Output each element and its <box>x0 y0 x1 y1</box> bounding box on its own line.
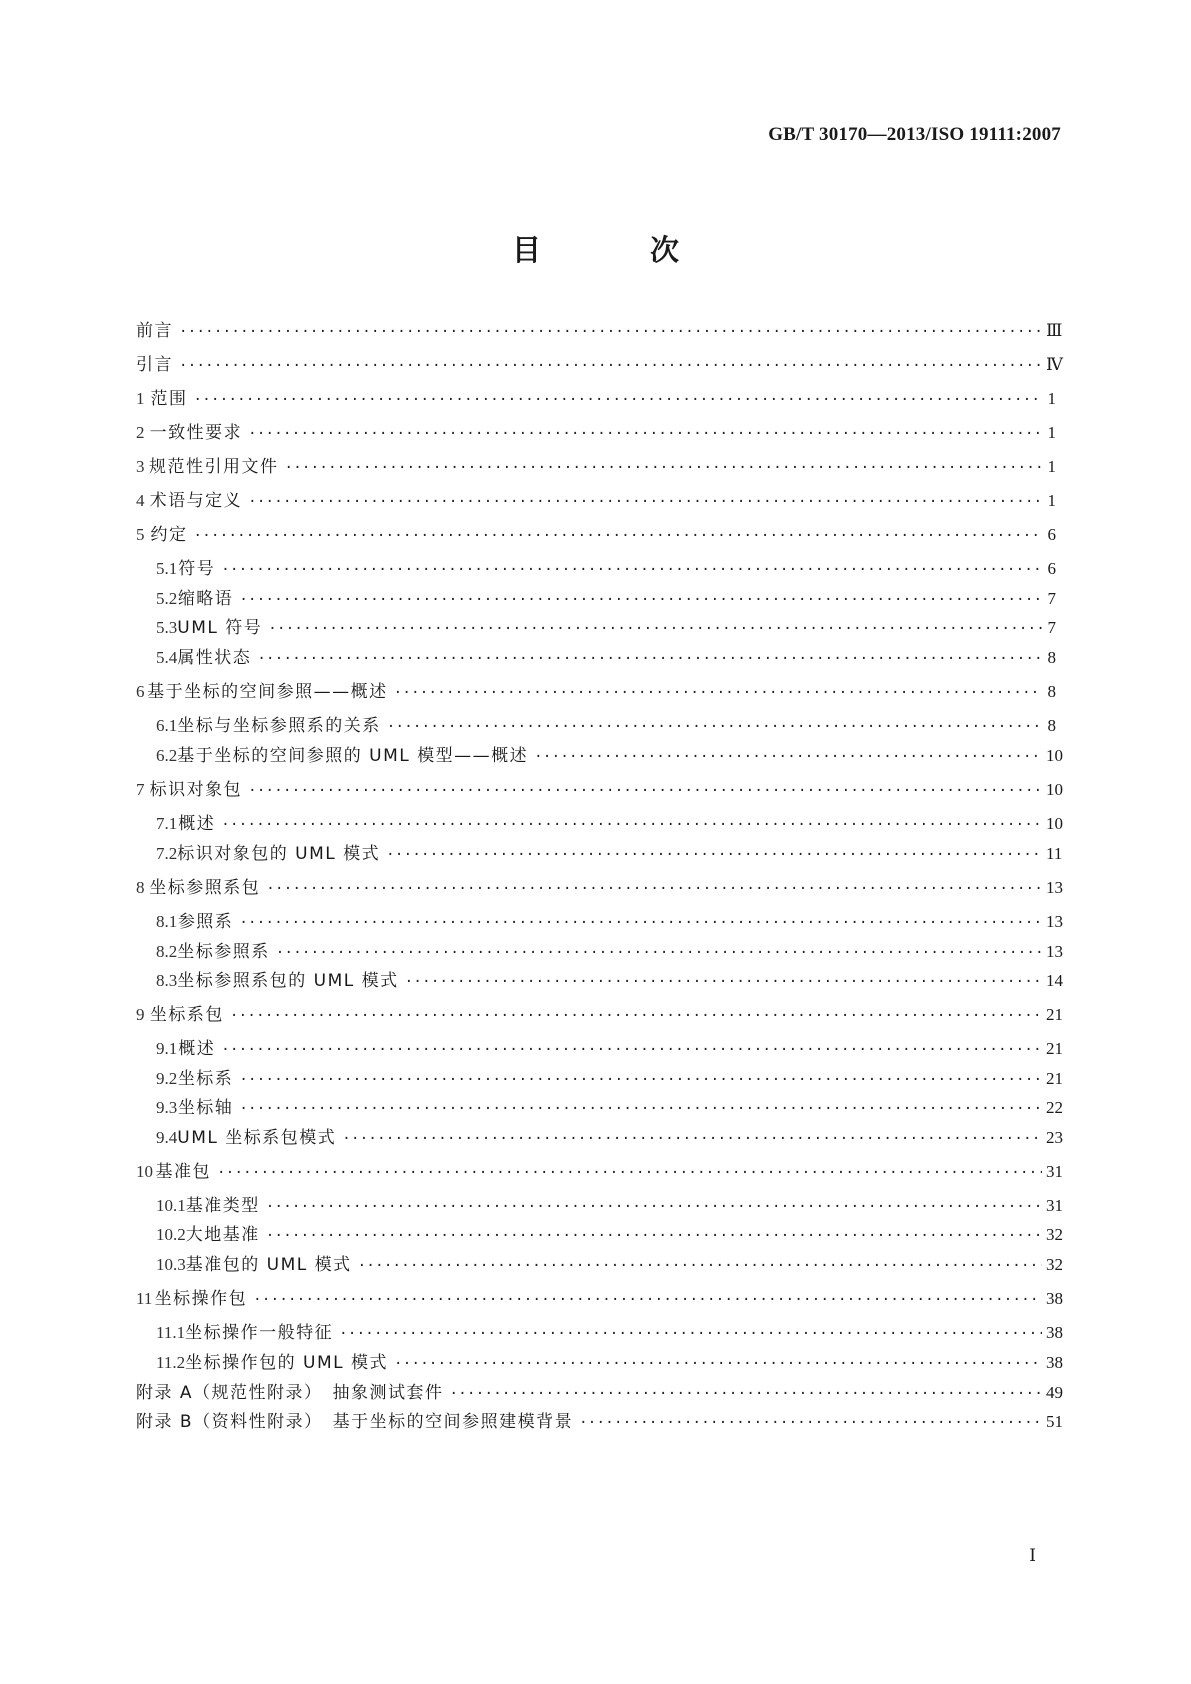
toc-entry-page: 1 <box>1047 389 1056 408</box>
toc-entry-page: 14 <box>1046 971 1063 990</box>
toc-entry-number: 3 <box>136 457 145 476</box>
toc-entry-number: 11.2 <box>156 1353 186 1372</box>
toc-entry-number: 10.3 <box>156 1255 186 1274</box>
toc-entry-page: 38 <box>1046 1323 1063 1342</box>
page-number: Ⅰ <box>1029 1546 1036 1565</box>
toc-leader-dots <box>534 744 1042 770</box>
toc-entry-number: 5.1 <box>156 559 178 578</box>
toc-entry-page: 7 <box>1047 589 1056 608</box>
standard-code: GB/T 30170—2013/ISO 19111:2007 <box>768 124 1061 145</box>
toc-entry-number: 7 <box>136 780 145 799</box>
toc-leader-dots <box>217 1160 1042 1186</box>
toc-leader-dots <box>179 319 1042 345</box>
toc-entry-page: 11 <box>1046 844 1063 863</box>
toc-leader-dots <box>266 1194 1042 1220</box>
toc-leader-dots <box>266 876 1042 902</box>
toc-entry[interactable] <box>136 420 1056 446</box>
toc-entry-page: 1 <box>1047 457 1056 476</box>
toc-entry[interactable] <box>156 1350 1063 1376</box>
toc-entry-number: 9.3 <box>156 1098 178 1117</box>
toc-entry-number: 9.2 <box>156 1069 178 1088</box>
toc-entry-page: 13 <box>1046 878 1063 897</box>
toc-leader-dots <box>194 523 1042 549</box>
toc-entry-number: 5.4 <box>156 648 178 667</box>
toc-entry-label: 属性状态 <box>177 648 252 668</box>
toc-entry-number: 5 <box>136 525 145 544</box>
toc-entry-number: 6.1 <box>156 716 178 735</box>
toc-entry-number: 7.1 <box>156 814 178 833</box>
toc-leader-dots <box>221 812 1042 838</box>
toc-entry-page: 21 <box>1046 1069 1063 1088</box>
toc-leader-dots <box>284 455 1042 481</box>
toc-leader-dots <box>387 714 1042 740</box>
toc-entry[interactable] <box>156 1320 1063 1346</box>
toc-leader-dots <box>239 1096 1042 1122</box>
toc-entry-page: 31 <box>1046 1196 1063 1215</box>
toc-entry[interactable] <box>136 875 1063 901</box>
toc-entry-number: 10.2 <box>156 1225 186 1244</box>
toc-entry[interactable] <box>156 939 1063 965</box>
toc-entry[interactable] <box>156 1125 1063 1151</box>
toc-leader-dots <box>253 1287 1042 1313</box>
toc-leader-dots <box>266 1223 1042 1249</box>
toc-entry-page: 13 <box>1046 912 1063 931</box>
toc-leader-dots <box>248 778 1042 804</box>
toc-entry-number: 8.1 <box>156 912 178 931</box>
toc-entry-page: Ⅲ <box>1046 321 1063 340</box>
toc-entry-label: 规范性引用文件 <box>148 457 279 477</box>
toc-leader-dots <box>239 587 1042 613</box>
toc-entry-page: 1 <box>1047 423 1056 442</box>
toc-entry-label: 范围 <box>150 389 188 409</box>
toc-entry[interactable] <box>156 1095 1063 1121</box>
toc-leader-dots <box>239 910 1042 936</box>
toc-entry-page: 1 <box>1047 491 1056 510</box>
toc-entry-label: 坐标参照系 <box>177 942 270 962</box>
toc-entry[interactable] <box>156 713 1056 739</box>
toc-leader-dots <box>230 1003 1042 1029</box>
toc-leader-dots <box>405 969 1042 995</box>
toc-entry-label: 标识对象包的 UML 模式 <box>177 844 381 864</box>
toc-leader-dots <box>339 1321 1042 1347</box>
toc-entry[interactable] <box>136 1286 1063 1312</box>
toc-entry-page: 7 <box>1047 618 1056 637</box>
toc-leader-dots <box>194 387 1042 413</box>
toc-entry[interactable] <box>156 1066 1063 1092</box>
toc-leader-dots <box>239 1067 1042 1093</box>
toc-leader-dots <box>450 1381 1042 1407</box>
toc-entry-number: 10 <box>136 1162 153 1181</box>
toc-entry-page: 23 <box>1046 1128 1063 1147</box>
toc-entry-page: 31 <box>1046 1162 1063 1181</box>
toc-entry-page: 51 <box>1046 1412 1063 1431</box>
toc-entry[interactable] <box>156 1222 1063 1248</box>
toc-entry-page: 8 <box>1047 648 1056 667</box>
toc-entry-number: 9.1 <box>156 1039 178 1058</box>
toc-entry-number: 7.2 <box>156 844 178 863</box>
toc-entry[interactable] <box>156 1193 1063 1219</box>
toc-entry-page: 13 <box>1046 942 1063 961</box>
toc-entry-number: 9 <box>136 1005 145 1024</box>
toc-entry[interactable] <box>136 1409 1063 1435</box>
toc-entry-page: 49 <box>1046 1383 1063 1402</box>
toc-entry[interactable] <box>136 1159 1063 1185</box>
toc-entry-label: 附录 B（资料性附录） 基于坐标的空间参照建模背景 <box>136 1412 574 1432</box>
toc-leader-dots <box>276 940 1042 966</box>
toc-entry-label: 概述 <box>178 814 216 834</box>
toc-entry-number: 8.3 <box>156 971 178 990</box>
toc-entry-page: 22 <box>1046 1098 1063 1117</box>
toc-entry-label: 术语与定义 <box>149 491 243 511</box>
toc-entry[interactable] <box>136 386 1056 412</box>
toc-entry-label: 坐标参照系包的 UML 模式 <box>177 971 399 991</box>
toc-entry-label: 基准类型 <box>185 1196 260 1216</box>
toc-entry-number: 8.2 <box>156 942 178 961</box>
toc-entry-page: 6 <box>1047 559 1056 578</box>
toc-leader-dots <box>221 1037 1042 1063</box>
toc-entry-label: 参照系 <box>177 912 234 932</box>
toc-entry-label: 一致性要求 <box>149 423 243 443</box>
toc-leader-dots <box>394 680 1042 706</box>
toc-entry-label: 符号 <box>178 559 216 579</box>
toc-entry-page: 6 <box>1047 525 1056 544</box>
toc-entry[interactable] <box>156 743 1063 769</box>
toc-entry-label: 缩略语 <box>177 589 234 609</box>
toc-entry-page: 8 <box>1047 716 1056 735</box>
toc-entry[interactable] <box>156 586 1056 612</box>
toc-entry-number: 5.2 <box>156 589 178 608</box>
toc-entry-number: 10.1 <box>156 1196 186 1215</box>
toc-leader-dots <box>386 842 1042 868</box>
toc-entry-label: 基准包的 UML 模式 <box>185 1255 352 1275</box>
toc-entry-page: 10 <box>1046 780 1063 799</box>
toc-entry-number: 9.4 <box>156 1128 178 1147</box>
toc-entry-number: 4 <box>136 491 145 510</box>
toc-entry-number: 11.1 <box>156 1323 186 1342</box>
toc-entry-page: 21 <box>1046 1039 1063 1058</box>
toc-entry[interactable] <box>156 909 1063 935</box>
toc-entry-number: 6 <box>136 682 145 701</box>
toc-entry[interactable] <box>136 777 1063 803</box>
toc-leader-dots <box>257 646 1042 672</box>
toc-entry-label: 坐标操作包的 UML 模式 <box>185 1353 389 1373</box>
toc-entry-page: 38 <box>1046 1353 1063 1372</box>
toc-leader-dots <box>579 1410 1042 1436</box>
toc-entry-label: 标识对象包 <box>149 780 243 800</box>
toc-entry-page: Ⅳ <box>1046 355 1063 374</box>
toc-entry-label: 坐标参照系包 <box>149 878 261 898</box>
toc-entry-page: 10 <box>1046 746 1063 765</box>
toc-entry-number: 5.3 <box>156 618 178 637</box>
toc-entry-label: 引言 <box>136 355 173 375</box>
toc-entry-number: 1 <box>136 389 145 408</box>
toc-entry-label: 坐标轴 <box>177 1098 234 1118</box>
toc-entry-page: 32 <box>1046 1225 1063 1244</box>
toc-entry[interactable] <box>156 645 1056 671</box>
toc-entry-number: 6.2 <box>156 746 178 765</box>
toc-entry-label: 基于坐标的空间参照的 UML 模型——概述 <box>177 746 529 766</box>
toc-entry-page: 10 <box>1046 814 1063 833</box>
toc-entry-label: 坐标操作包 <box>154 1289 248 1309</box>
toc-entry-page: 8 <box>1047 682 1056 701</box>
table-of-contents <box>136 0 1063 1684</box>
toc-entry-label: 概述 <box>178 1039 216 1059</box>
toc-leader-dots <box>179 353 1042 379</box>
toc-entry-page: 38 <box>1046 1289 1063 1308</box>
toc-leader-dots <box>342 1126 1042 1152</box>
toc-entry-label: 坐标系包 <box>149 1005 224 1025</box>
toc-leader-dots <box>248 421 1042 447</box>
toc-leader-dots <box>248 489 1042 515</box>
toc-entry-label: 约定 <box>150 525 188 545</box>
toc-leader-dots <box>394 1351 1042 1377</box>
toc-entry-page: 32 <box>1046 1255 1063 1274</box>
toc-entry[interactable] <box>156 841 1063 867</box>
toc-entry-label: UML 符号 <box>177 618 263 638</box>
toc-entry-label: 附录 A（规范性附录） 抽象测试套件 <box>136 1383 444 1403</box>
toc-entry-label: 坐标系 <box>177 1069 234 1089</box>
toc-entry[interactable] <box>136 679 1056 705</box>
toc-entry-label: 基于坐标的空间参照——概述 <box>147 682 388 702</box>
toc-leader-dots <box>221 557 1042 583</box>
toc-entry-number: 8 <box>136 878 145 897</box>
toc-entry-number: 11 <box>136 1289 153 1308</box>
toc-entry[interactable] <box>136 352 1063 378</box>
toc-entry[interactable] <box>136 318 1063 344</box>
toc-entry[interactable] <box>136 454 1056 480</box>
page-title: 目 次 <box>511 233 719 267</box>
toc-entry-page: 21 <box>1046 1005 1063 1024</box>
toc-entry[interactable] <box>156 811 1063 837</box>
toc-entry[interactable] <box>136 522 1056 548</box>
toc-entry[interactable] <box>156 615 1056 641</box>
toc-entry-label: 前言 <box>136 321 173 341</box>
toc-leader-dots <box>268 616 1042 642</box>
toc-entry[interactable] <box>156 968 1063 994</box>
toc-entry-label: 大地基准 <box>185 1225 260 1245</box>
toc-entry[interactable] <box>156 1036 1063 1062</box>
toc-entry[interactable] <box>156 556 1056 582</box>
toc-entry[interactable] <box>136 1002 1063 1028</box>
toc-entry-label: 基准包 <box>155 1162 211 1182</box>
toc-entry-label: UML 坐标系包模式 <box>177 1128 337 1148</box>
toc-entry[interactable] <box>136 1380 1063 1406</box>
toc-leader-dots <box>358 1253 1042 1279</box>
toc-entry-label: 坐标操作一般特征 <box>185 1323 334 1343</box>
toc-entry-number: 2 <box>136 423 145 442</box>
toc-entry[interactable] <box>136 488 1056 514</box>
toc-entry[interactable] <box>156 1252 1063 1278</box>
toc-entry-label: 坐标与坐标参照系的关系 <box>177 716 381 736</box>
